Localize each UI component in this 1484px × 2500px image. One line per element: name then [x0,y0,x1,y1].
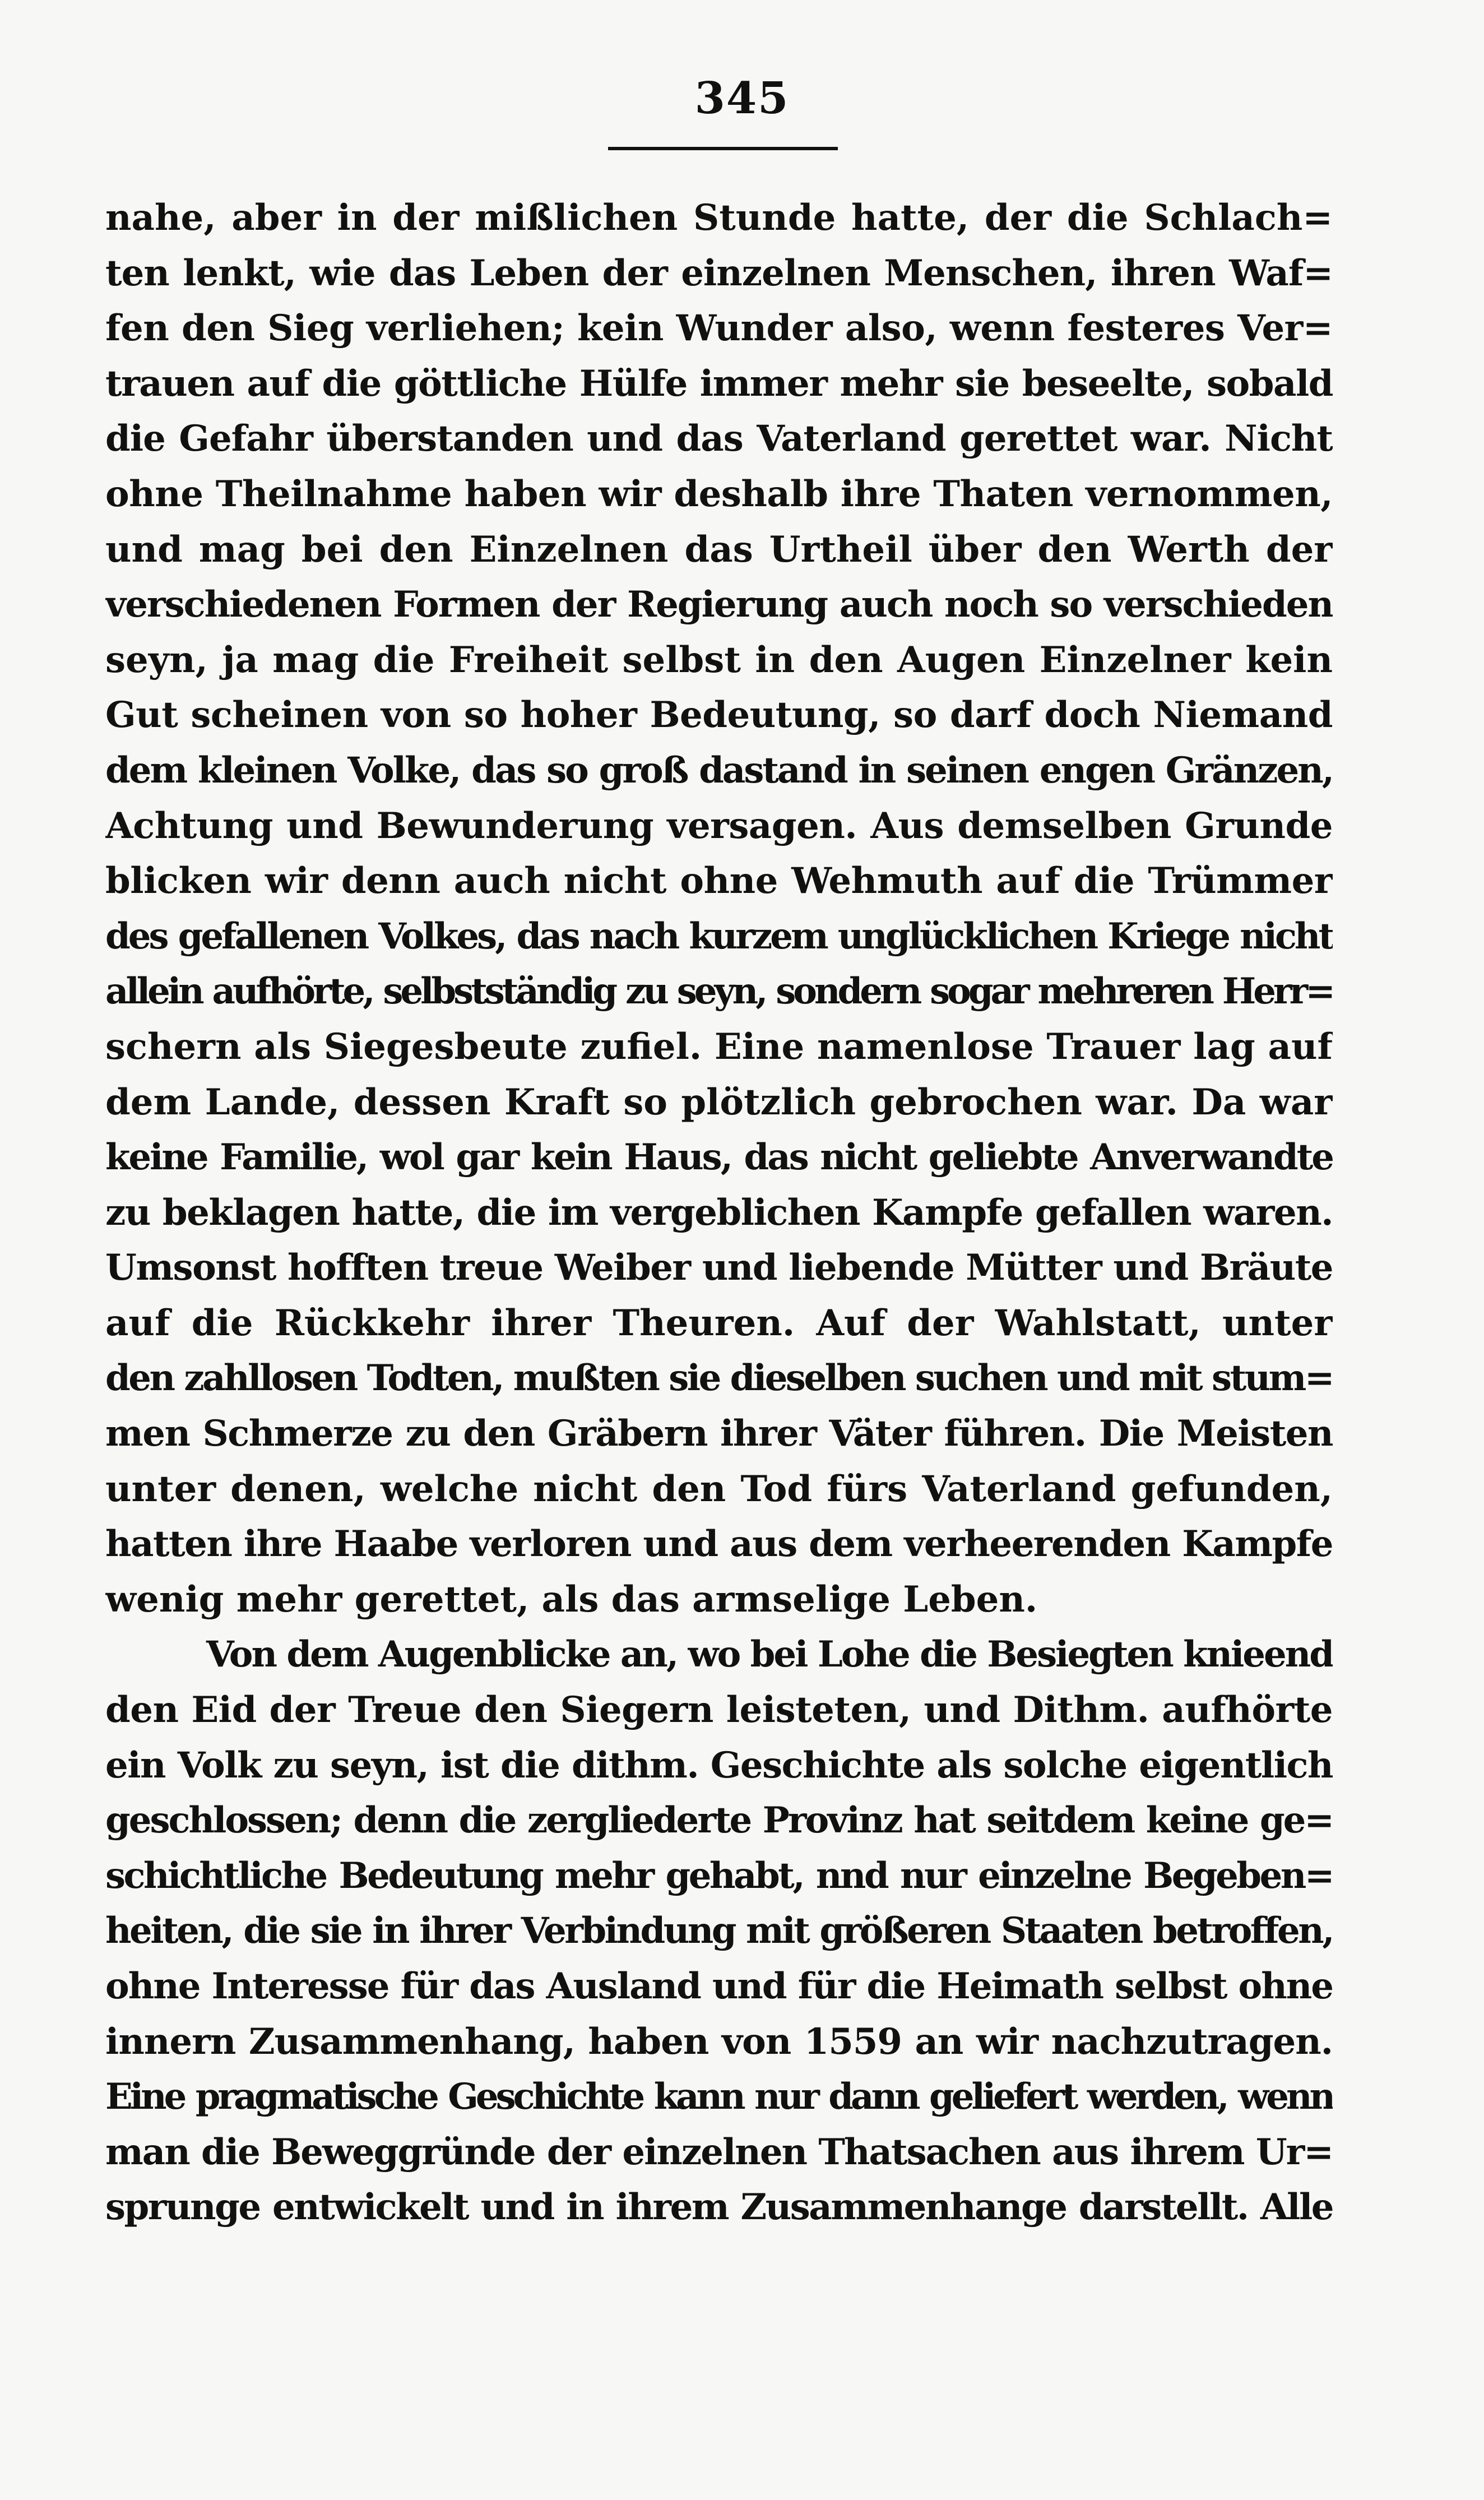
text-line: geschlossen; denn die zergliederte Provinz hat seitdem keine ge= [105,1799,1333,1842]
text-line: schichtliche Bedeutung mehr gehabt, nnd nur einzelne Begeben= [105,1854,1333,1897]
text-line: fen den Sieg verliehen; kein Wunder also, wenn festeres Ver= [105,307,1333,350]
text-line: Eine pragmatische Geschichte kann nur dann geliefert werden, wenn [105,2076,1333,2118]
text-line: und mag bei den Einzelnen das Urtheil über den Werth der [105,528,1333,571]
text-line: des gefallenen Volkes, das nach kurzem unglücklichen Kriege nicht [105,915,1333,957]
text-line: heiten, die sie in ihrer Verbindung mit größeren Staaten betroffen, [105,1910,1333,1952]
body-text [105,191,1333,2235]
text-line: man die Beweggründe der einzelnen Thatsachen aus ihrem Ur= [105,2131,1333,2173]
text-line: Achtung und Bewunderung versagen. Aus demselben Grunde [105,804,1333,847]
text-line: ohne Interesse für das Ausland und für die Heimath selbst ohne [105,1965,1333,2007]
text-line: sprunge entwickelt und in ihrem Zusammenhange darstellt. Alle [105,2186,1333,2229]
text-line: zu beklagen hatte, die im vergeblichen Kampfe gefallen waren. [105,1191,1333,1234]
text-line: innern Zusammenhang, haben von 1559 an wir nachzutragen. [105,2020,1333,2063]
text-line: auf die Rückkehr ihrer Theuren. Auf der Wahlstatt, unter [105,1302,1333,1344]
text-line: men Schmerze zu den Gräbern ihrer Väter führen. Die Meisten [105,1413,1333,1455]
text-line: den Eid der Treue den Siegern leisteten, und Dithm. aufhörte [105,1689,1333,1732]
text-line: seyn, ja mag die Freiheit selbst in den Augen Einzelner kein [105,638,1333,681]
text-line: hatten ihre Haabe verloren und aus dem verheerenden Kampfe [105,1523,1333,1566]
text-line: trauen auf die göttliche Hülfe immer mehr sie beseelte, sobald [105,362,1333,405]
text-line: den zahllosen Todten, mußten sie dieselben suchen und mit stum= [105,1357,1333,1400]
text-line: die Gefahr überstanden und das Vaterland gerettet war. Nicht [105,418,1333,460]
text-line: verschiedenen Formen der Regierung auch noch so verschieden [105,584,1333,626]
paragraph-start-line: Von dem Augenblicke an, wo bei Lohe die Besiegten knieend [206,1633,1333,1676]
text-line: ohne Theilnahme haben wir deshalb ihre Thaten vernommen, [105,473,1333,515]
text-line: blicken wir denn auch nicht ohne Wehmuth auf die Trümmer [105,860,1333,902]
paragraph-end-line: wenig mehr gerettet, als das armselige Leben. [105,1578,1038,1621]
text-line: dem kleinen Volke, das so groß dastand in seinen engen Gränzen, [105,749,1333,791]
text-line: schern als Siegesbeute zufiel. Eine namenlose Trauer lag auf [105,1025,1333,1068]
header-rule [608,147,838,150]
text-line: allein aufhörte, selbstständig zu seyn, sondern sogar mehreren Herr= [105,970,1333,1013]
text-line: ein Volk zu seyn, ist die dithm. Geschichte als solche eigentlich [105,1744,1333,1786]
text-line: nahe, aber in der mißlichen Stunde hatte, der die Schlach= [105,197,1333,239]
text-line: ten lenkt, wie das Leben der einzelnen Menschen, ihren Waf= [105,252,1333,294]
page-number: 345 [694,73,790,124]
text-line: unter denen, welche nicht den Tod fürs Vaterland gefunden, [105,1467,1333,1510]
text-line: Umsonst hofften treue Weiber und liebende Mütter und Bräute [105,1247,1333,1289]
text-line: keine Familie, wol gar kein Haus, das nicht geliebte Anverwandte [105,1136,1333,1179]
text-line: dem Lande, dessen Kraft so plötzlich gebrochen war. Da war [105,1081,1333,1123]
text-line: Gut scheinen von so hoher Bedeutung, so darf doch Niemand [105,694,1333,737]
